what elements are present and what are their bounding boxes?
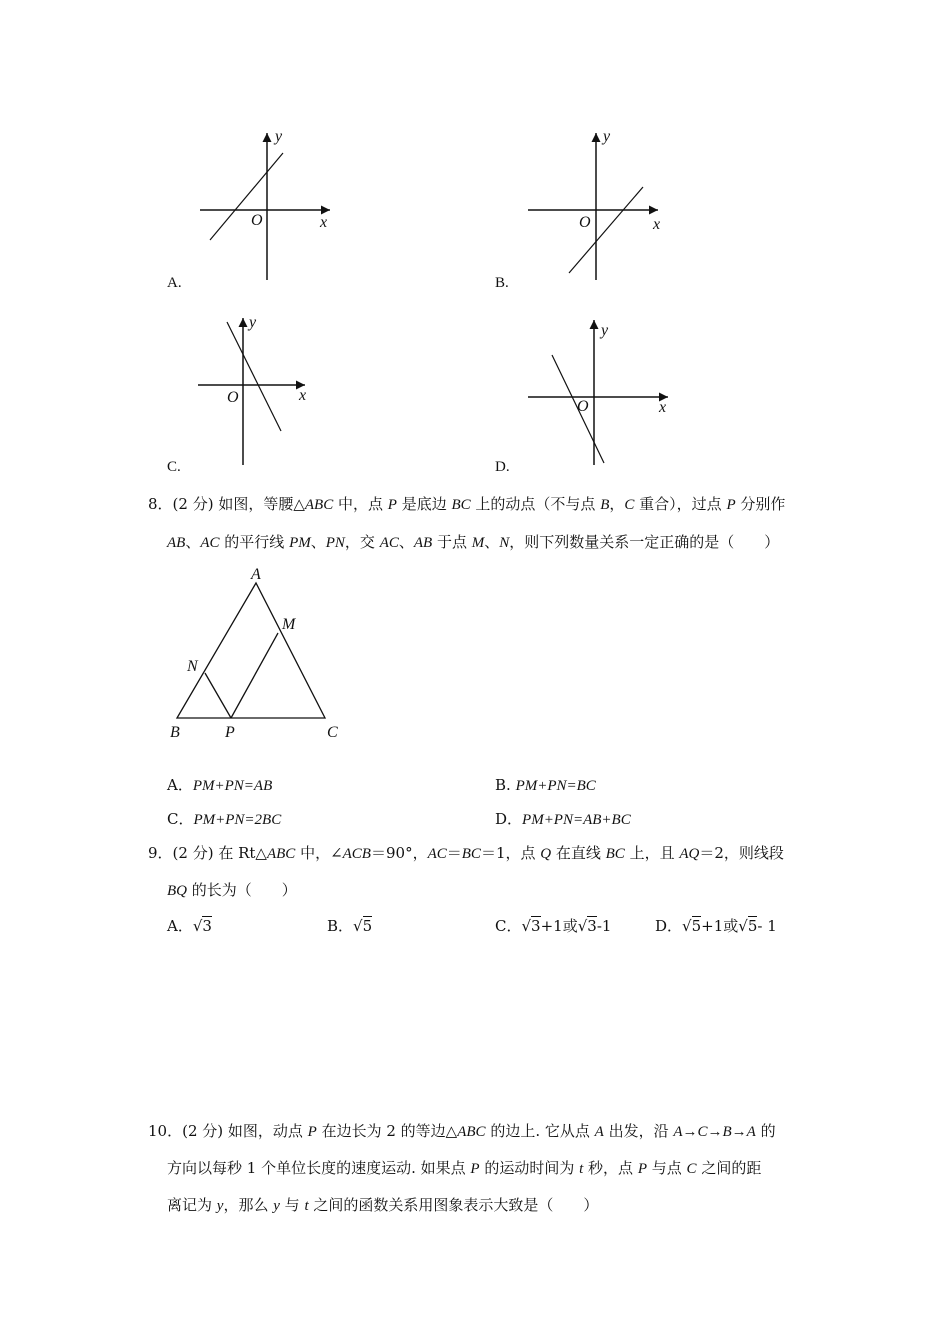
graph-c	[195, 310, 325, 470]
question-9-line-1: 9．(2 分) 在 Rt△ABC 中，∠ACB＝90°，AC＝BC＝1，点 Q 在直线 BC 上，且 AQ＝2，则线段	[148, 844, 784, 862]
graph-d-label: D.	[495, 459, 510, 475]
origin-label: O	[577, 398, 589, 415]
q8-option-c[interactable]: C．PM+PN=2BC	[167, 810, 282, 828]
triangle-figure	[165, 565, 350, 745]
y-label: y	[275, 128, 283, 145]
segment-pm	[231, 633, 278, 718]
origin-label: O	[579, 214, 591, 231]
x-label: x	[659, 399, 667, 416]
origin-label: O	[251, 212, 263, 229]
graph-c-label: C.	[167, 459, 181, 475]
y-label: y	[601, 322, 609, 339]
question-8-line-2: AB、AC 的平行线 PM、PN，交 AC、AB 于点 M、N，则下列数量关系一定正确的是（ ）	[167, 533, 780, 551]
question-10-line-3: 离记为 y，那么 y 与 t 之间的函数关系用图象表示大致是（ ）	[167, 1196, 599, 1214]
q8-option-b[interactable]: B. PM+PN=BC	[495, 776, 596, 794]
segment-pn	[205, 673, 231, 718]
x-label: x	[653, 216, 661, 233]
question-9-line-2: BQ 的长为（ ）	[167, 881, 297, 899]
q9-option-c[interactable]: C．√3+1或√3-1	[495, 917, 612, 935]
question-10-line-2: 方向以每秒 1 个单位长度的速度运动. 如果点 P 的运动时间为 t 秒，点 P 与点 C 之间的距	[167, 1159, 762, 1177]
graph-b	[525, 125, 670, 285]
question-8-line-1: 8．(2 分) 如图，等腰△ABC 中，点 P 是底边 BC 上的动点（不与点 B，C 重合），过点 P 分别作	[148, 495, 786, 513]
y-label: y	[603, 128, 611, 145]
q9-option-a[interactable]: A．√3	[167, 917, 212, 935]
q8-option-a[interactable]: A．PM+PN=AB	[167, 776, 273, 794]
sqrt-symbol: √	[738, 917, 748, 935]
graph-b-label: B.	[495, 275, 509, 291]
sqrt-symbol: √	[521, 917, 532, 935]
graph-line	[227, 322, 281, 431]
label-m: M	[282, 616, 296, 633]
y-label: y	[249, 314, 257, 331]
label-p: P	[225, 724, 235, 741]
sqrt-symbol: √	[192, 917, 203, 935]
sqrt-symbol: √	[577, 917, 588, 935]
graph-a-label: A.	[167, 275, 182, 291]
q9-option-b[interactable]: B．√5	[327, 917, 373, 935]
label-c: C	[327, 724, 338, 741]
origin-label: O	[227, 389, 239, 406]
graph-d	[525, 315, 675, 470]
q8-option-d[interactable]: D．PM+PN=AB+BC	[495, 810, 631, 828]
question-10-line-1: 10．(2 分) 如图，动点 P 在边长为 2 的等边△ABC 的边上. 它从点 A 出发，沿 A→C→B→A 的	[148, 1122, 776, 1140]
label-a: A	[251, 566, 261, 583]
triangle-abc	[177, 583, 325, 718]
graph-a	[195, 125, 340, 285]
sqrt-symbol: √	[353, 917, 363, 935]
label-b: B	[170, 724, 180, 741]
x-label: x	[299, 387, 307, 404]
sqrt-symbol: √	[682, 917, 692, 935]
q9-option-d[interactable]: D．√5+1或√5- 1	[655, 917, 777, 935]
graph-line	[210, 153, 283, 240]
x-label: x	[320, 214, 328, 231]
label-n: N	[187, 658, 198, 675]
